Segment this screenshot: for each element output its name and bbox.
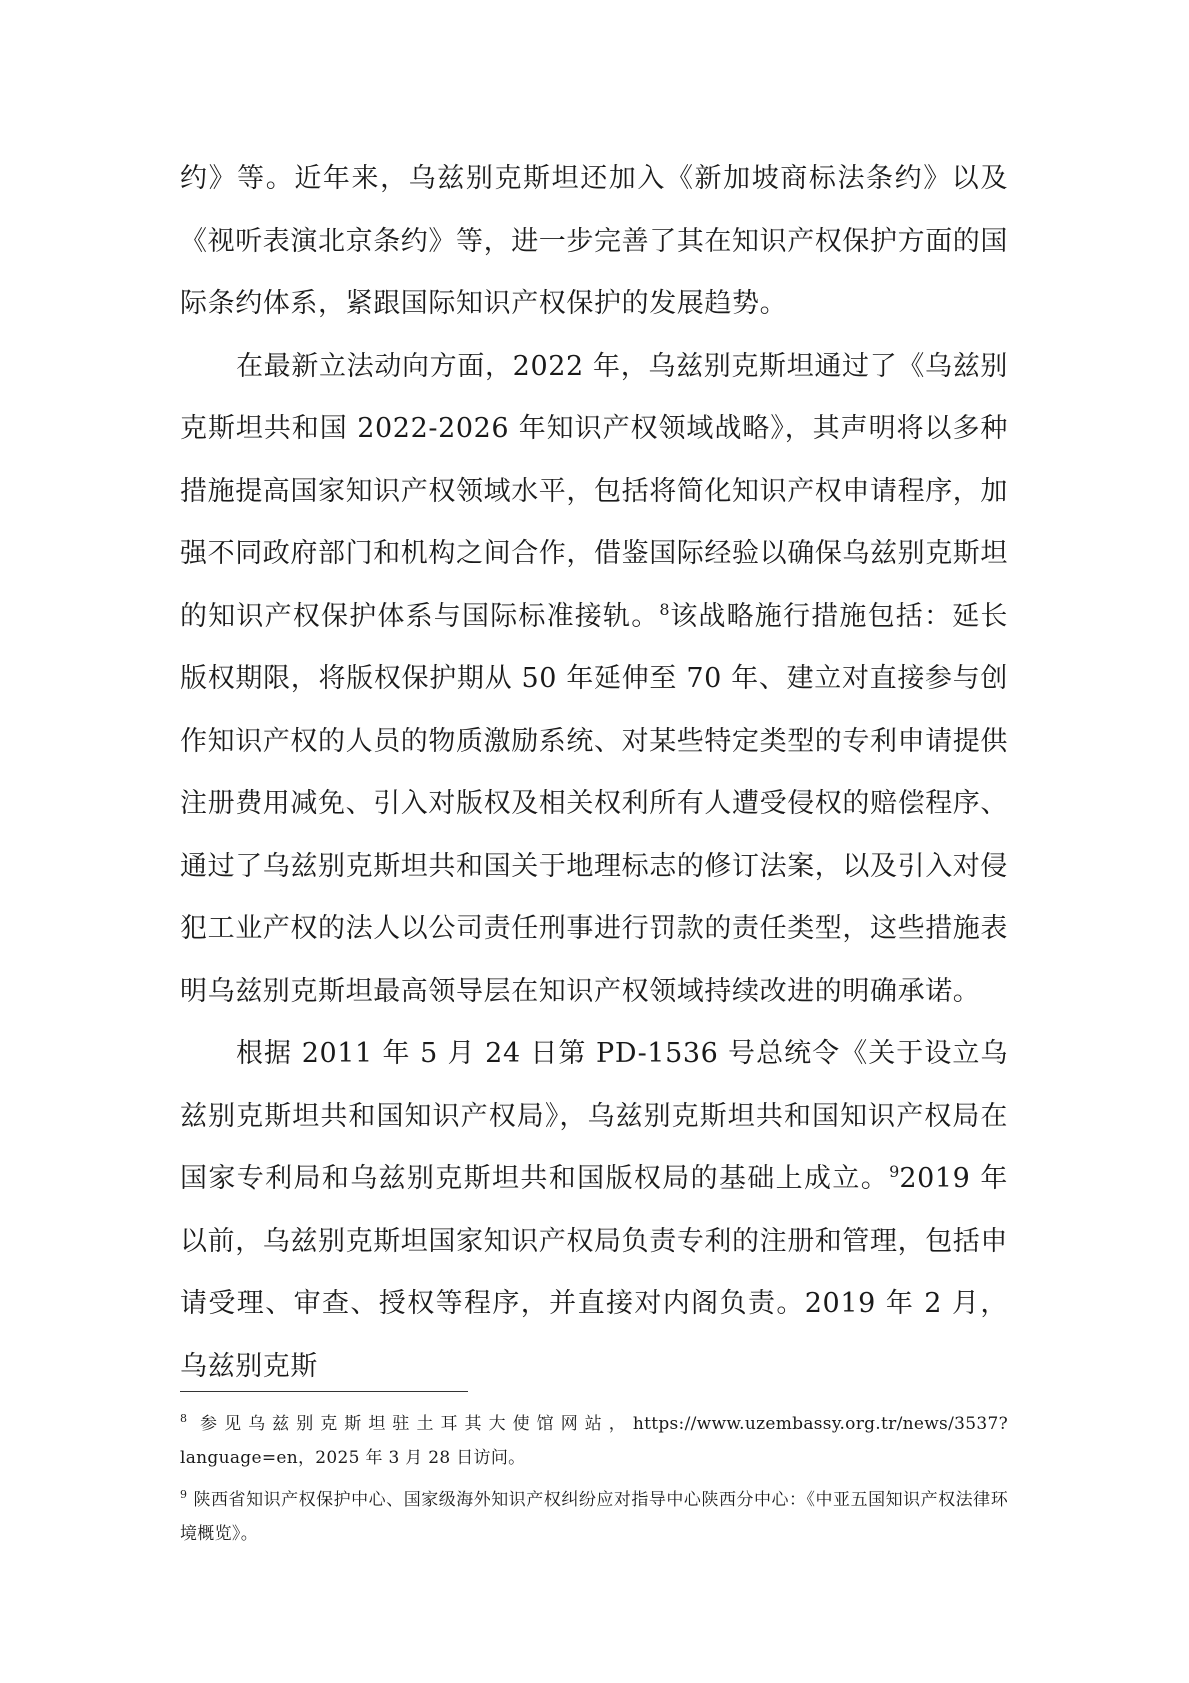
paragraph [180,1023,1008,1398]
footnote [180,1407,1008,1475]
footnote-number: 8 [180,1412,188,1426]
paragraph-text: 该战略施行措施包括：延长版权期限，将版权保护期从 50 年延伸至 70 年、建立对直接参与创作知识产权的人员的物质激励系统、对某些特定类型的专利申请提供注册费用减免、引入对版权及相关权利所有人遭受侵权的赔偿程序、通过了乌兹别克斯坦共和国关于地理标志的修订法案，以及引入对侵犯工业产权的法人以公司责任刑事进行罚款的责任类型，这些措施表明乌兹别克斯坦最高领导层在知识产权领域持续改进的明确承诺。 [180,600,1008,1007]
body-text [180,148,1008,1398]
footnotes [180,1407,1008,1559]
footnote-text: 陕西省知识产权保护中心、国家级海外知识产权纠纷应对指导中心陕西分中心：《中亚五国知识产权法律环境概览》。 [180,1490,1008,1544]
paragraph [180,148,1008,336]
paragraph [180,336,1008,1024]
paragraph-text: 根据 2011 年 5 月 24 日第 PD-1536 号总统令《关于设立乌兹别克斯坦共和国知识产权局》，乌兹别克斯坦共和国知识产权局在国家专利局和乌兹别克斯坦共和国版权局的基础上成立。 [180,1038,1008,1194]
footnote [180,1483,1008,1551]
paragraph-text: 在最新立法动向方面，2022 年，乌兹别克斯坦通过了《乌兹别克斯坦共和国 2022-2026 年知识产权领域战略》，其声明将以多种措施提高国家知识产权领域水平，包括将简化知识产权申请程序，加强不同政府部门和机构之间合作，借鉴国际经验以确保乌兹别克斯坦的知识产权保护体系与国际标准接轨。 [180,350,1008,632]
footnote-reference[interactable]: 9 [889,1162,900,1181]
footnote-number: 9 [180,1488,188,1502]
paragraph-text: 2019 年以前，乌兹别克斯坦国家知识产权局负责专利的注册和管理，包括申请受理、审查、授权等程序，并直接对内阁负责。2019 年 2 月，乌兹别克斯 [180,1163,1008,1382]
footnote-text: 参见乌兹别克斯坦驻土耳其大使馆网站，https://www.uzembassy.org.tr/news/3537?language=en，2025 年 3 月 28 日访问。 [180,1414,1008,1468]
footnote-separator [180,1391,468,1392]
footnote-reference[interactable]: 8 [659,599,670,619]
paragraph-text: 约》等。近年来，乌兹别克斯坦还加入《新加坡商标法条约》以及《视听表演北京条约》等，进一步完善了其在知识产权保护方面的国际条约体系，紧跟国际知识产权保护的发展趋势。 [180,163,1008,319]
